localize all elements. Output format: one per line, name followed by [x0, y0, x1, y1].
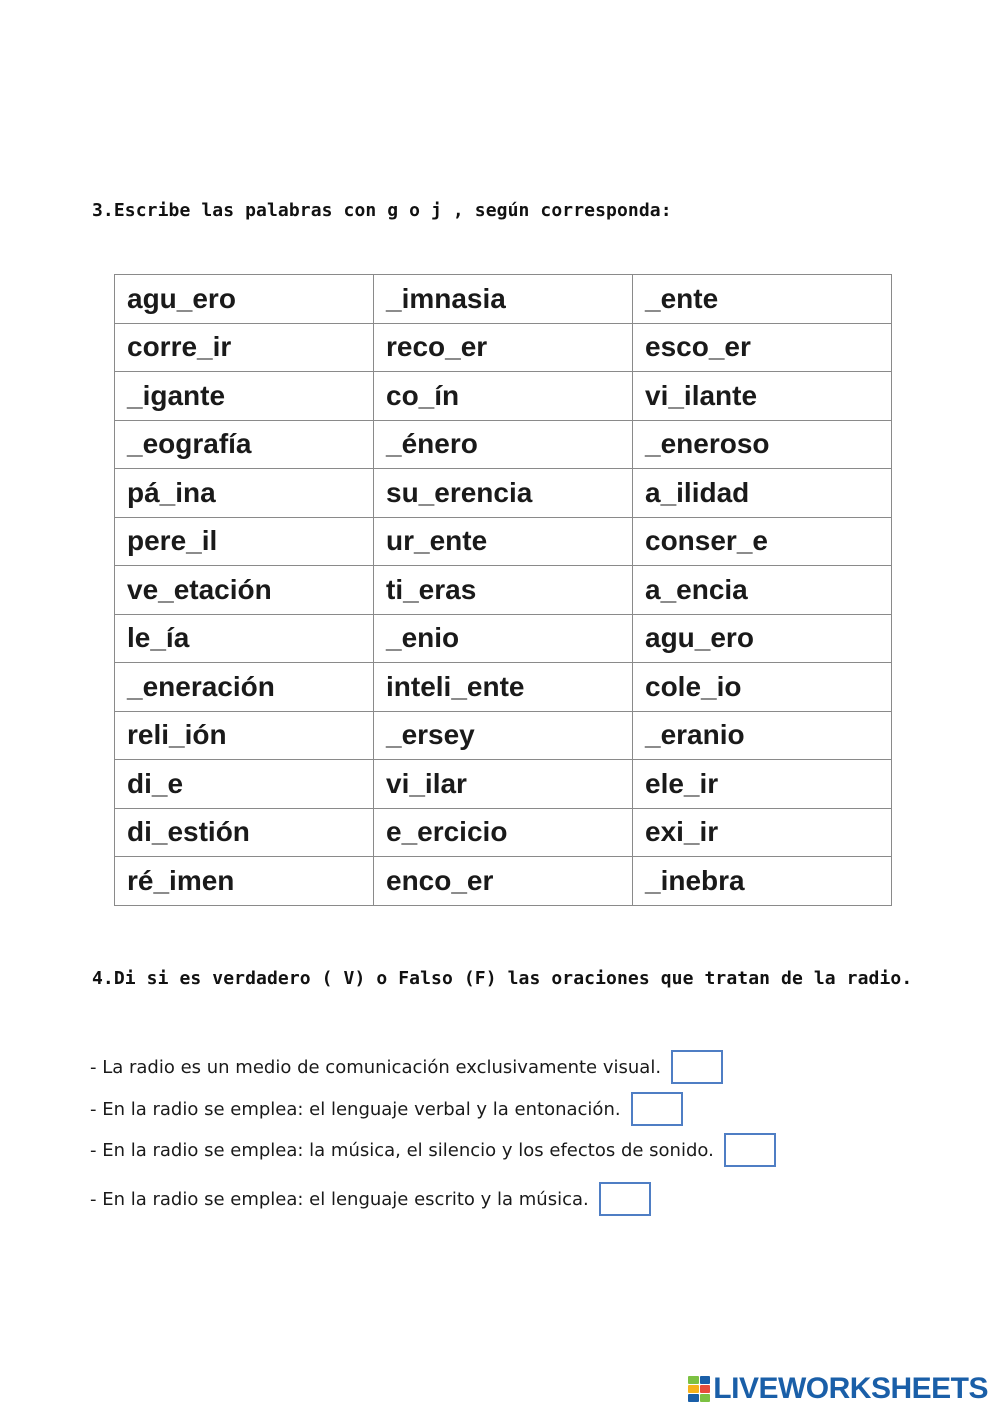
word-table — [114, 274, 892, 906]
word-cell: reli_ión — [115, 711, 374, 760]
word-cell: conser_e — [633, 517, 892, 566]
word-cell: _eneroso — [633, 420, 892, 469]
word-cell: esco_er — [633, 323, 892, 372]
word-cell: reco_er — [374, 323, 633, 372]
word-cell: cole_io — [633, 663, 892, 712]
answer-box[interactable] — [724, 1133, 776, 1167]
word-cell: co_ín — [374, 372, 633, 421]
table-row — [115, 323, 892, 372]
answer-box[interactable] — [599, 1182, 651, 1216]
word-cell: ele_ir — [633, 760, 892, 809]
word-cell: agu_ero — [633, 614, 892, 663]
word-cell: _ersey — [374, 711, 633, 760]
table-row — [115, 469, 892, 518]
word-cell: _imnasia — [374, 275, 633, 324]
table-row — [115, 566, 892, 615]
word-cell: a_ilidad — [633, 469, 892, 518]
word-cell: ti_eras — [374, 566, 633, 615]
word-cell: vi_ilante — [633, 372, 892, 421]
table-row — [115, 372, 892, 421]
word-cell: pá_ina — [115, 469, 374, 518]
table-row — [115, 614, 892, 663]
answer-box[interactable] — [631, 1092, 683, 1126]
table-row — [115, 760, 892, 809]
statement-item — [90, 1131, 776, 1169]
statement-item — [90, 1048, 723, 1086]
answer-box[interactable] — [671, 1050, 723, 1084]
statement-item — [90, 1180, 651, 1218]
word-cell: exi_ir — [633, 808, 892, 857]
word-cell: _eneración — [115, 663, 374, 712]
word-cell: _eranio — [633, 711, 892, 760]
word-cell: ve_etación — [115, 566, 374, 615]
word-cell: _ente — [633, 275, 892, 324]
logo-icon — [688, 1376, 710, 1402]
word-cell: _eografía — [115, 420, 374, 469]
word-cell: le_ía — [115, 614, 374, 663]
logo-text: LIVEWORKSHEETS — [713, 1372, 988, 1405]
word-cell: _enio — [374, 614, 633, 663]
word-cell: a_encia — [633, 566, 892, 615]
word-cell: agu_ero — [115, 275, 374, 324]
statement-text: - En la radio se emplea: la música, el silencio y los efectos de sonido. — [90, 1139, 714, 1161]
statement-text: - La radio es un medio de comunicación exclusivamente visual. — [90, 1056, 662, 1078]
word-cell: su_erencia — [374, 469, 633, 518]
exercise-3-heading: 3.Escribe las palabras con g o j , según corresponda: — [92, 200, 672, 221]
word-cell: di_estión — [115, 808, 374, 857]
table-row — [115, 517, 892, 566]
word-cell: pere_il — [115, 517, 374, 566]
exercise-4-heading: 4.Di si es verdadero ( V) o Falso (F) las oraciones que tratan de la radio. — [92, 968, 913, 989]
word-cell: _igante — [115, 372, 374, 421]
table-row — [115, 663, 892, 712]
word-cell: di_e — [115, 760, 374, 809]
statement-text: - En la radio se emplea: el lenguaje verbal y la entonación. — [90, 1098, 621, 1120]
word-cell: e_ercicio — [374, 808, 633, 857]
table-row — [115, 857, 892, 906]
table-row — [115, 420, 892, 469]
table-row — [115, 275, 892, 324]
word-cell: corre_ir — [115, 323, 374, 372]
word-cell: ur_ente — [374, 517, 633, 566]
statement-text: - En la radio se emplea: el lenguaje escrito y la música. — [90, 1188, 589, 1210]
table-row — [115, 711, 892, 760]
word-cell: vi_ilar — [374, 760, 633, 809]
word-cell: ré_imen — [115, 857, 374, 906]
word-cell: inteli_ente — [374, 663, 633, 712]
word-cell: enco_er — [374, 857, 633, 906]
statement-item — [90, 1090, 683, 1128]
word-cell: _énero — [374, 420, 633, 469]
table-row — [115, 808, 892, 857]
liveworksheets-logo — [688, 1372, 988, 1406]
word-cell: _inebra — [633, 857, 892, 906]
